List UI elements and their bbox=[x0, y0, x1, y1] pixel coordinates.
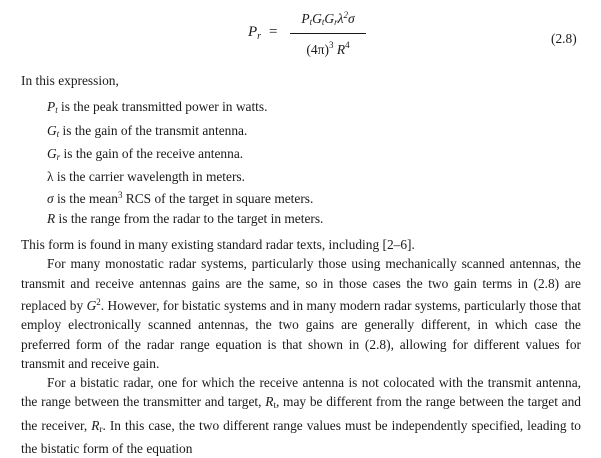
symbol-definitions bbox=[21, 97, 581, 228]
equation-number: (2.8) bbox=[551, 31, 577, 46]
definition-item: λ is the carrier wavelength in meters. bbox=[47, 169, 245, 185]
definition-item: $P_t$ is the peak transmitted power in watts. bbox=[47, 99, 268, 116]
paragraph-bistatic: For a bistatic radar, one for which the receive antenna is not colocated with the transmit antenna, the range between the transmitter and target, $R_t$, may be different from the range between the target and the receiver, $R_r$. In this case, the two different range values must be independently specified, leading to the bistatic form of the equation bbox=[21, 375, 582, 457]
equation-fraction bbox=[288, 6, 368, 59]
intro-line: In this expression, bbox=[21, 73, 119, 88]
equation-denominator: $(4\pi)^3$ $R^4$ bbox=[306, 40, 350, 57]
equation-numerator: $P_tG_tG_r\lambda^2\sigma$ bbox=[301, 10, 355, 27]
equals-sign: = bbox=[269, 24, 278, 40]
definition-item: $G_r$ is the gain of the receive antenna. bbox=[47, 145, 244, 162]
definition-item: σ is the mean$^3$ RCS of the target in square meters. bbox=[47, 190, 314, 207]
body-text bbox=[21, 71, 581, 458]
paragraph-standard-texts: This form is found in many existing standard radar texts, including [2–6]. bbox=[21, 237, 415, 253]
paragraph-monostatic: For many monostatic radar systems, particularly those using mechanically scanned antennas, the transmit and receive antennas gains are the same, so in those cases the two gain terms in (2.8) are replaced by $G^2$. However, for bistatic systems and in many modern radar systems, particularly those that employ electronically scanned antennas, the two gains are generally different, in which case the preferred form of the radar range equation is that shown in (2.8), allowing for different values for transmit and receive gain. bbox=[21, 256, 581, 371]
radar-range-equation bbox=[0, 2, 601, 64]
equation-lhs: $P_r$ bbox=[248, 24, 262, 42]
fraction-bar bbox=[290, 33, 366, 34]
definition-item: $G_t$ is the gain of the transmit antenna. bbox=[47, 122, 248, 139]
definition-item: R is the range from the radar to the target in meters. bbox=[47, 210, 324, 226]
